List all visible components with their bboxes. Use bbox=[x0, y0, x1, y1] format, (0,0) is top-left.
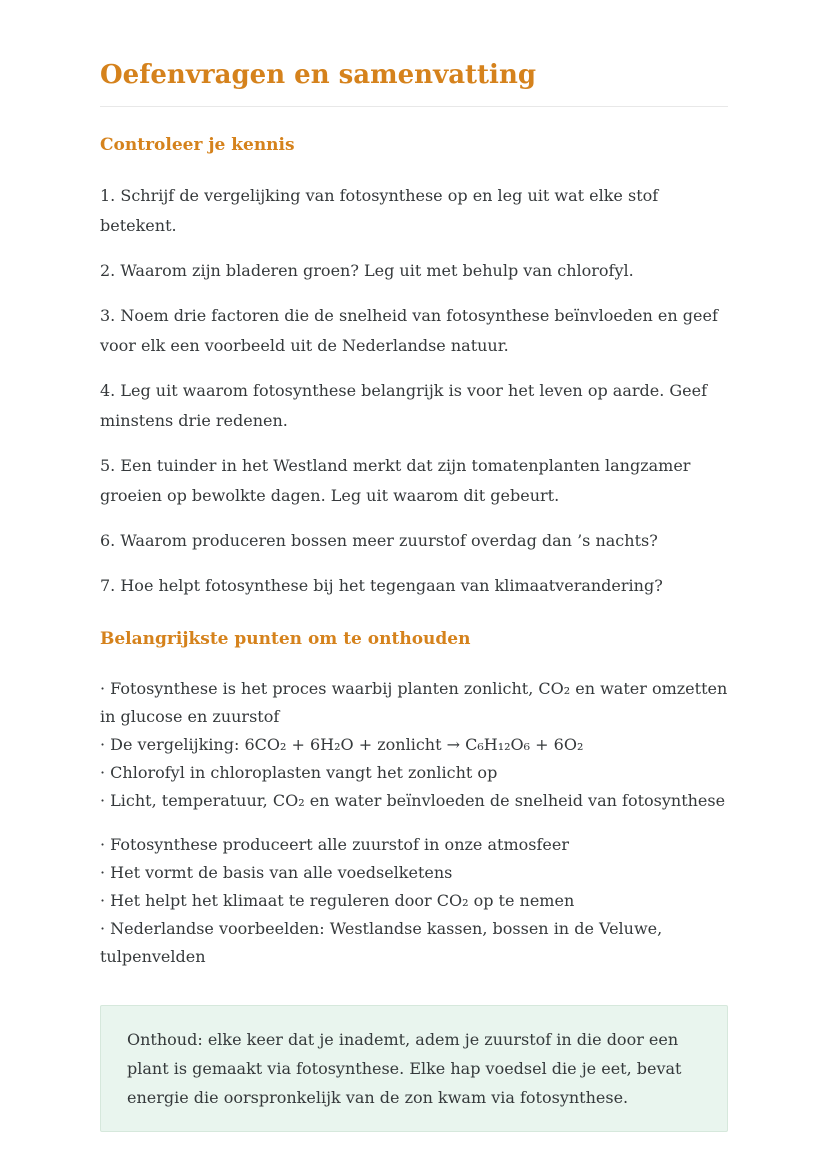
question-item-5: 5. Een tuinder in het Westland merkt dat zijn tomatenplanten langzamer groeien op bewolkte dagen. Leg uit waarom dit gebeurt. bbox=[100, 456, 691, 505]
question-item-2: 2. Waarom zijn bladeren groen? Leg uit met behulp van chlorofyl. bbox=[100, 261, 634, 280]
summary-bullet: · Nederlandse voorbeelden: Westlandse kassen, bossen in de Veluwe, tulpenvelden bbox=[100, 919, 663, 966]
summary-section-heading: Belangrijkste punten om te onthouden bbox=[100, 629, 471, 649]
question-item-1: 1. Schrijf de vergelijking van fotosynthese op en leg uit wat elke stof betekent. bbox=[100, 186, 659, 235]
summary-bullet: · Het vormt de basis van alle voedselketens bbox=[100, 863, 453, 882]
summary-bullet: · Het helpt het klimaat te reguleren door CO₂ op te nemen bbox=[100, 891, 575, 910]
summary-bullet-group-1 bbox=[100, 675, 728, 815]
summary-bullet: · De vergelijking: 6CO₂ + 6H₂O + zonlicht → C₆H₁₂O₆ + 6O₂ bbox=[100, 735, 584, 754]
summary-bullet: · Fotosynthese is het proces waarbij planten zonlicht, CO₂ en water omzetten in glucose en zuurstof bbox=[100, 679, 728, 726]
remember-callout bbox=[100, 1005, 728, 1132]
summary-bullet: · Licht, temperatuur, CO₂ en water beïnvloeden de snelheid van fotosynthese bbox=[100, 791, 726, 810]
question-item-7: 7. Hoe helpt fotosynthese bij het tegengaan van klimaatverandering? bbox=[100, 576, 663, 595]
title-divider bbox=[100, 106, 728, 107]
question-item-4: 4. Leg uit waarom fotosynthese belangrijk is voor het leven op aarde. Geef minstens drie redenen. bbox=[100, 381, 708, 430]
question-item-3: 3. Noem drie factoren die de snelheid van fotosynthese beïnvloeden en geef voor elk een voorbeeld uit de Nederlandse natuur. bbox=[100, 306, 718, 355]
summary-bullet: · Fotosynthese produceert alle zuurstof in onze atmosfeer bbox=[100, 835, 569, 854]
summary-bullet: · Chlorofyl in chloroplasten vangt het zonlicht op bbox=[100, 763, 498, 782]
remember-callout-text: Onthoud: elke keer dat je inademt, adem je zuurstof in die door een plant is gemaakt via fotosynthese. Elke hap voedsel die je eet, bevat energie die oorspronkelijk van de zon kwam via fotosynthese. bbox=[127, 1030, 682, 1107]
page-title: Oefenvragen en samenvatting bbox=[100, 60, 537, 90]
question-item-6: 6. Waarom produceren bossen meer zuurstof overdag dan ’s nachts? bbox=[100, 531, 658, 550]
document-content bbox=[100, 58, 728, 1132]
summary-bullet-group-2 bbox=[100, 831, 728, 971]
questions-section-heading: Controleer je kennis bbox=[100, 135, 295, 155]
